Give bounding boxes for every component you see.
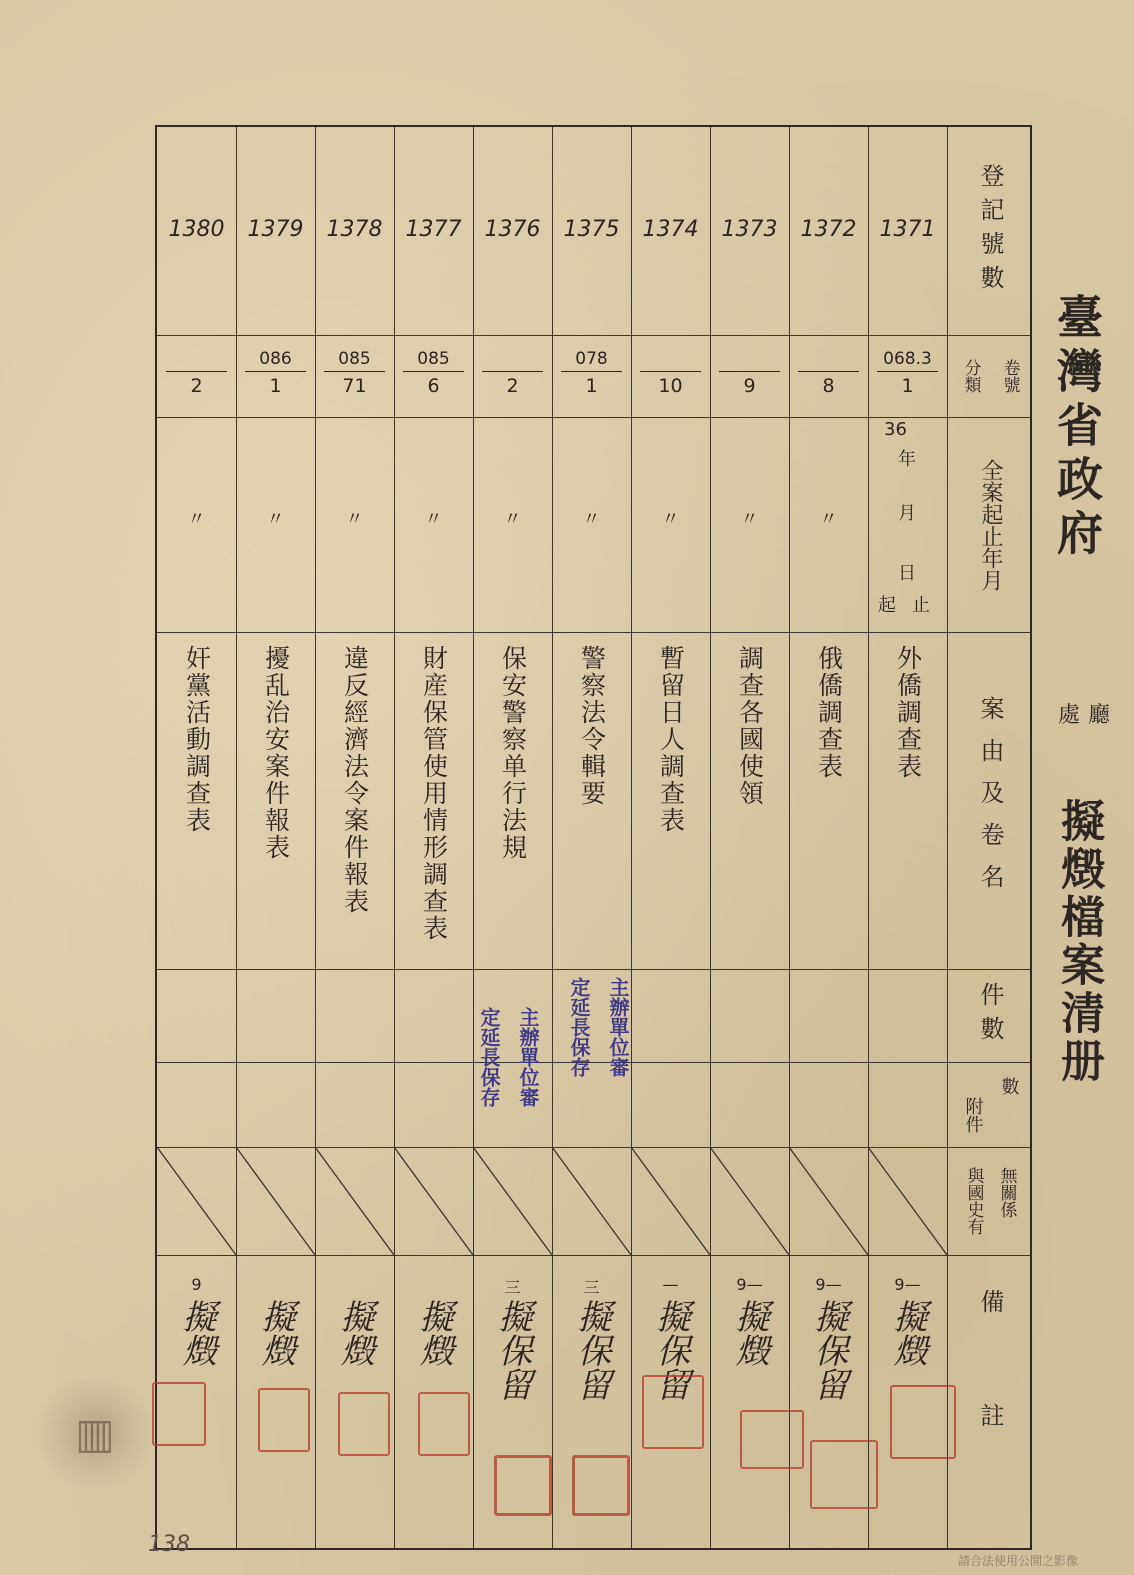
volume-number: 086 bbox=[259, 349, 292, 369]
reg-number: 1377 bbox=[405, 217, 462, 242]
reg-number: 1372 bbox=[800, 217, 857, 242]
remark-number: 9 bbox=[191, 1275, 202, 1294]
class-number: 8 bbox=[822, 375, 835, 397]
period-day-label: 日 bbox=[898, 563, 916, 584]
remark-number: — bbox=[662, 1275, 679, 1294]
class-number: 6 bbox=[427, 375, 440, 397]
remark-text: 擬保留 bbox=[650, 1299, 690, 1401]
case-title: 警察法令輯要 bbox=[577, 645, 607, 807]
header-vol: 卷號 bbox=[999, 359, 1020, 393]
ditto-mark: 〃 bbox=[345, 509, 364, 530]
reg-number: 1380 bbox=[168, 217, 225, 242]
extension-note-line: 主辦單位審 bbox=[516, 1007, 540, 1107]
case-title: 保安警察单行法規 bbox=[498, 645, 528, 861]
entry-column bbox=[473, 127, 552, 1548]
header-class: 分類 bbox=[960, 359, 981, 393]
office-labels bbox=[1054, 698, 1110, 748]
fraction-line bbox=[245, 371, 305, 372]
library-watermark: ▥ bbox=[30, 1378, 160, 1488]
class-number: 1 bbox=[901, 375, 914, 397]
case-title: 調查各國使領 bbox=[735, 645, 765, 807]
entry-column bbox=[236, 127, 315, 1548]
header-classification bbox=[949, 335, 1032, 417]
case-title: 暫留日人調查表 bbox=[656, 645, 686, 834]
header-attachments bbox=[949, 1062, 1032, 1147]
remark-number: 9— bbox=[894, 1275, 921, 1294]
history-diagonals bbox=[157, 1147, 947, 1255]
reg-number: 1371 bbox=[879, 217, 936, 242]
extension-note-line: 主辦單位審 bbox=[606, 977, 630, 1077]
ditto-mark: 〃 bbox=[187, 509, 206, 530]
remark-text: 擬燬 bbox=[887, 1299, 927, 1367]
remark-number: 9— bbox=[736, 1275, 763, 1294]
reg-number: 1374 bbox=[642, 217, 699, 242]
fraction-line bbox=[324, 371, 384, 372]
header-hist-b: 與國史有 bbox=[963, 1167, 984, 1235]
header-attach-b: 附件 bbox=[962, 1096, 984, 1133]
col-divider bbox=[947, 127, 948, 1548]
fraction-line bbox=[877, 371, 937, 372]
entry-column bbox=[710, 127, 789, 1548]
extension-note-line: 定延長保存 bbox=[567, 977, 591, 1077]
header-reg-number: 登記號數 bbox=[976, 163, 1004, 299]
document-subtitle: 擬燬檔案清册 bbox=[1053, 798, 1104, 1086]
fraction-line bbox=[403, 371, 463, 372]
entry-column bbox=[394, 127, 473, 1548]
fraction-line bbox=[561, 371, 621, 372]
entry-column bbox=[789, 127, 868, 1548]
reg-number: 1378 bbox=[326, 217, 383, 242]
class-number: 1 bbox=[269, 375, 282, 397]
header-remarks: 備註 bbox=[976, 1288, 1004, 1517]
fraction-line bbox=[719, 371, 779, 372]
seal-stamp bbox=[642, 1375, 704, 1449]
ditto-mark: 〃 bbox=[424, 509, 443, 530]
remark-text: 擬保留 bbox=[808, 1299, 848, 1401]
case-title: 違反經濟法令案件報表 bbox=[340, 645, 370, 915]
volume-number: 068.3 bbox=[883, 349, 932, 369]
header-period: 全案起止年月 bbox=[978, 458, 1003, 591]
remark-text: 擬燬 bbox=[334, 1299, 374, 1367]
seal-stamp bbox=[810, 1440, 878, 1509]
class-number: 9 bbox=[743, 375, 756, 397]
ditto-mark: 〃 bbox=[266, 509, 285, 530]
extension-note-1 bbox=[565, 977, 633, 1077]
class-number: 2 bbox=[190, 375, 203, 397]
case-title: 俄僑調查表 bbox=[814, 645, 844, 780]
fraction-line bbox=[798, 371, 858, 372]
period-month-label: 月 bbox=[898, 503, 916, 524]
seal-stamp bbox=[258, 1388, 310, 1452]
remark-number: 三 bbox=[504, 1278, 521, 1297]
volume-number: 085 bbox=[417, 349, 450, 369]
reg-number: 1379 bbox=[247, 217, 304, 242]
seal-stamp bbox=[740, 1410, 804, 1469]
extension-note-2 bbox=[475, 1007, 543, 1107]
volume-number: 085 bbox=[338, 349, 371, 369]
ditto-mark: 〃 bbox=[503, 509, 522, 530]
seal-stamp bbox=[890, 1385, 956, 1459]
period-cell bbox=[868, 419, 947, 629]
remark-text: 擬燬 bbox=[176, 1299, 216, 1367]
entry-column bbox=[868, 127, 947, 1548]
case-title: 財産保管使用情形調查表 bbox=[419, 645, 449, 942]
usage-notice: 請合法使用公開之影像 bbox=[958, 1554, 1079, 1568]
entry-column bbox=[552, 127, 631, 1548]
register-table bbox=[155, 125, 1032, 1550]
remark-text: 擬保留 bbox=[571, 1299, 611, 1401]
ditto-mark: 〃 bbox=[582, 509, 601, 530]
period-year-value: 36 bbox=[884, 419, 907, 440]
extension-note-line: 定延長保存 bbox=[477, 1007, 501, 1107]
office-label-ting: 廳 bbox=[1087, 703, 1110, 728]
class-number: 71 bbox=[342, 375, 367, 397]
remark-text: 擬燬 bbox=[255, 1299, 295, 1367]
reg-number: 1375 bbox=[563, 217, 620, 242]
remark-text: 擬保留 bbox=[492, 1299, 532, 1401]
ditto-mark: 〃 bbox=[819, 509, 838, 530]
seal-stamp bbox=[572, 1455, 630, 1516]
seal-stamp bbox=[418, 1392, 470, 1456]
fraction-line bbox=[640, 371, 700, 372]
fraction-line bbox=[166, 371, 226, 372]
remark-text: 擬燬 bbox=[413, 1299, 453, 1367]
header-attach-a: 數 bbox=[998, 1076, 1020, 1095]
header-count: 件數 bbox=[976, 981, 1004, 1050]
header-hist-a: 無關係 bbox=[996, 1167, 1017, 1218]
case-title: 擾乱治安案件報表 bbox=[261, 645, 291, 861]
header-case: 案由及卷名 bbox=[976, 695, 1004, 906]
entry-column bbox=[157, 127, 236, 1548]
entry-column bbox=[631, 127, 710, 1548]
entry-column bbox=[315, 127, 394, 1548]
period-year-label: 年 bbox=[898, 449, 916, 470]
case-title: 奸黨活動調查表 bbox=[182, 645, 212, 834]
volume-number: 078 bbox=[575, 349, 608, 369]
ditto-mark: 〃 bbox=[740, 509, 759, 530]
case-title: 外僑調查表 bbox=[893, 645, 923, 780]
office-label-chu: 處 bbox=[1057, 703, 1080, 728]
remark-number: 三 bbox=[583, 1278, 600, 1297]
reg-number: 1373 bbox=[721, 217, 778, 242]
fraction-line bbox=[482, 371, 542, 372]
class-number: 2 bbox=[506, 375, 519, 397]
class-number: 1 bbox=[585, 375, 598, 397]
seal-stamp bbox=[494, 1455, 552, 1516]
seal-stamp bbox=[152, 1382, 206, 1446]
ditto-mark: 〃 bbox=[661, 509, 680, 530]
period-start-end: 起止 bbox=[878, 595, 946, 616]
remark-number: 9— bbox=[815, 1275, 842, 1294]
header-history bbox=[949, 1147, 1032, 1255]
reg-number: 1376 bbox=[484, 217, 541, 242]
class-number: 10 bbox=[658, 375, 683, 397]
document-title: 臺灣省政府 bbox=[1050, 293, 1104, 563]
seal-stamp bbox=[338, 1392, 390, 1456]
remark-text: 擬燬 bbox=[729, 1299, 769, 1367]
page-number: 138 bbox=[148, 1532, 190, 1557]
